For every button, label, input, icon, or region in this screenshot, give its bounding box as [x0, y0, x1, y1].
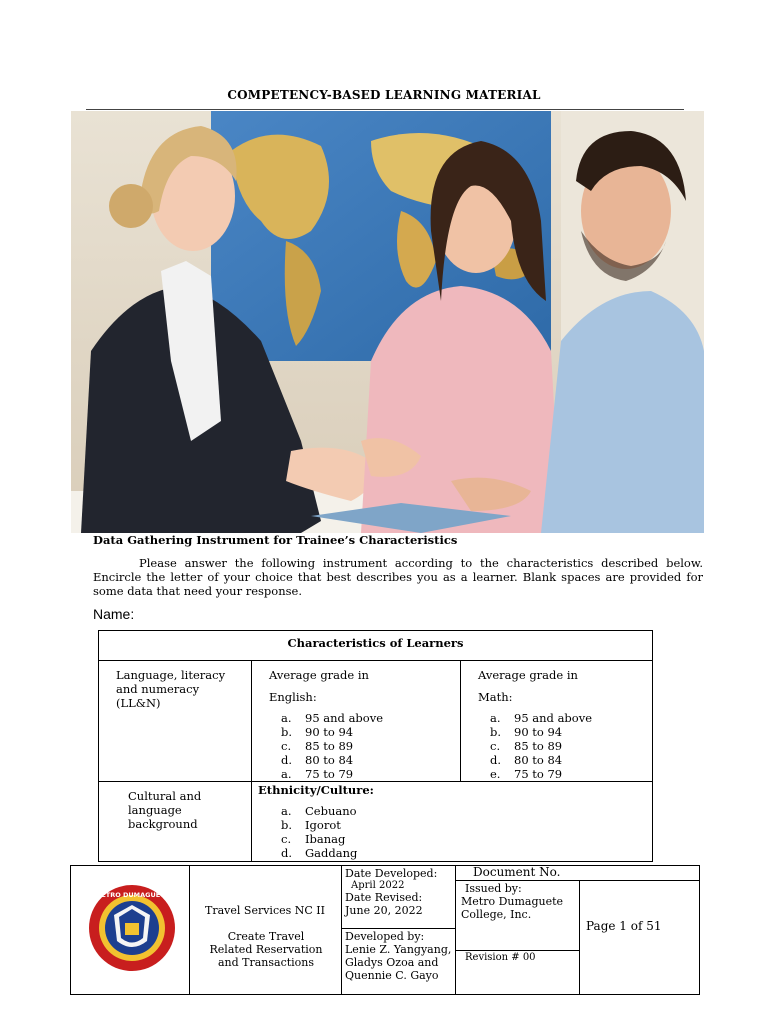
list-item[interactable]: c. Ibanag	[281, 832, 346, 846]
list-item[interactable]: b. Igorot	[281, 818, 341, 832]
english-heading: Average grade in	[269, 668, 369, 682]
revision-number: Revision # 00	[465, 952, 536, 963]
list-item[interactable]: a. 95 and above	[490, 711, 593, 725]
date-developed-value: April 2022	[351, 880, 405, 891]
table-divider	[460, 660, 461, 781]
ethnicity-options	[281, 804, 357, 860]
qualification-label: Travel Services NC II	[205, 904, 325, 917]
page-number: Page 1 of 51	[586, 919, 662, 933]
list-item[interactable]: a. Cebuano	[281, 804, 357, 818]
issued-by-label: Issued by:	[465, 882, 522, 895]
list-item[interactable]: b. 90 to 94	[281, 725, 354, 739]
svg-text:METRO DUMAGUETE: METRO DUMAGUETE	[94, 891, 170, 899]
table-divider	[251, 660, 252, 781]
table-title: Characteristics of Learners	[287, 636, 464, 650]
date-revised-label: Date Revised:	[345, 891, 423, 904]
list-item[interactable]: c. 85 to 89	[281, 739, 354, 753]
english-subject: English:	[269, 690, 317, 704]
table-divider	[99, 660, 652, 661]
list-item[interactable]: b. 90 to 94	[490, 725, 563, 739]
document-number-label: Document No.	[473, 865, 561, 879]
date-developed-label: Date Developed:	[345, 867, 438, 880]
document-footer	[70, 865, 700, 995]
table-divider	[251, 781, 252, 861]
instructions-text: Please answer the following instrument according to the characteristics described below. Encircle the letter of your choice that best describes you as a learner. Blank spaces are provided for some data that need your response.	[93, 556, 703, 598]
math-heading: Average grade in	[478, 668, 578, 682]
ethnicity-heading: Ethnicity/Culture:	[258, 783, 374, 797]
list-item[interactable]: d. 80 to 84	[490, 753, 563, 767]
developers-names: Lenie Z. Yangyang, Gladys Ozoa and Quennie C. Gayo	[345, 943, 452, 982]
travel-agency-photo	[71, 111, 704, 533]
list-item[interactable]: e. 75 to 79	[490, 767, 563, 781]
list-item[interactable]: c. 85 to 89	[490, 739, 563, 753]
developed-by-label: Developed by:	[345, 930, 425, 943]
english-options	[281, 711, 383, 781]
module-title: Create Travel Related Reservation and Transactions	[209, 930, 323, 969]
math-options	[490, 711, 592, 781]
document-title: COMPETENCY-BASED LEARNING MATERIAL	[227, 88, 541, 102]
llan-label: Language, literacy and numeracy (LL&N)	[116, 668, 226, 710]
issuer-name: Metro Dumaguete College, Inc.	[461, 895, 564, 921]
learner-characteristics-table	[98, 630, 653, 862]
section-title: Data Gathering Instrument for Trainee’s Characteristics	[93, 533, 458, 547]
list-item[interactable]: a. 75 to 79	[281, 767, 354, 781]
college-logo	[87, 883, 177, 977]
list-item[interactable]: d. 80 to 84	[281, 753, 354, 767]
cultural-background-label: Cultural and language background	[128, 789, 202, 831]
instructions-paragraph	[93, 556, 703, 598]
list-item[interactable]: d. Gaddang	[281, 846, 358, 860]
name-field-label: Name:	[93, 606, 135, 622]
date-revised-value: June 20, 2022	[345, 904, 423, 917]
title-divider	[86, 109, 684, 110]
table-divider	[99, 781, 652, 782]
math-subject: Math:	[478, 690, 513, 704]
list-item[interactable]: a. 95 and above	[281, 711, 384, 725]
